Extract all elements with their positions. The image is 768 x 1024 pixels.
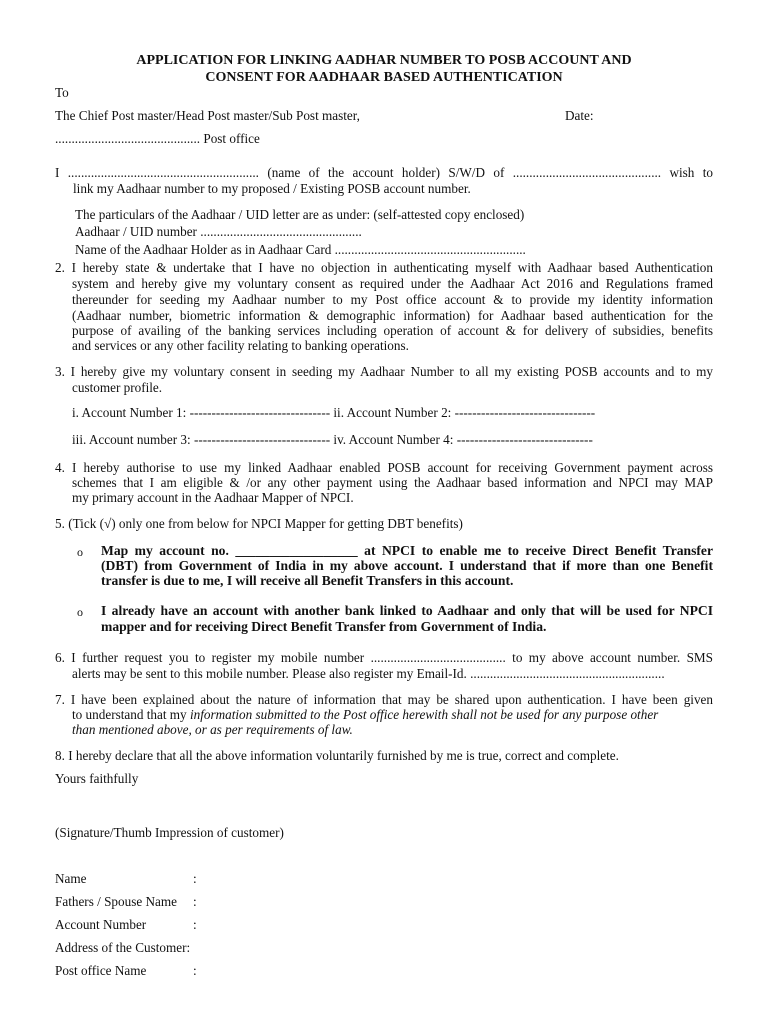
para4-line2: schemes that I am eligible & /or any other payment using the Aadhaar based information and NPCI may MAP <box>72 475 713 490</box>
para2-line: (Aadhaar number, biometric information & demographic information) for Aadhaar based authentication for the <box>72 308 713 323</box>
signature-label: (Signature/Thumb Impression of customer) <box>55 825 284 840</box>
option1-radio[interactable]: o <box>77 545 83 559</box>
post-office-name-colon: : <box>193 963 197 978</box>
form-title-line1: APPLICATION FOR LINKING AADHAR NUMBER TO POSB ACCOUNT AND <box>136 53 632 68</box>
account-number-label: Account Number <box>55 917 147 932</box>
account-number-colon: : <box>193 917 197 932</box>
name-field-label: Name <box>55 871 87 886</box>
para7-line1: 7. I have been explained about the nature of information that may be shared upon authentication. I have been given <box>55 692 713 707</box>
para2-line: and services or any other facility relating to banking operations. <box>72 338 409 353</box>
para4-line3: my primary account in the Aadhaar Mapper of NPCI. <box>72 490 354 505</box>
para2-line: purpose of availing of the banking services including operation of account & for delivery of subsidies, benefits <box>72 323 713 338</box>
post-office-name-label: Post office Name <box>55 963 147 978</box>
fathers-spouse-name-label: Fathers / Spouse Name <box>55 894 177 909</box>
form-title-line2: CONSENT FOR AADHAAR BASED AUTHENTICATION <box>205 70 563 85</box>
para3-line1: 3. I hereby give my voluntary consent in seeding my Aadhaar Number to all my existing POSB accounts and to my <box>55 364 713 379</box>
date-label: Date: <box>565 108 594 123</box>
option1-line: transfer is due to me, I will receive all Benefit Transfers in this account. <box>101 573 514 588</box>
addressee: The Chief Post master/Head Post master/Sub Post master, <box>55 108 360 123</box>
para7-line3: than mentioned above, or as per requirements of law. <box>72 722 353 737</box>
para2-line: system and hereby give my voluntary consent as required under the Aadhaar Act 2016 and Regulations framed <box>72 276 713 291</box>
para4-line1: 4. I hereby authorise to use my linked Aadhaar enabled POSB account for receiving Government payment across <box>55 460 713 475</box>
particulars-line: The particulars of the Aadhaar / UID letter are as under: (self-attested copy enclosed) <box>75 207 525 222</box>
para8: 8. I hereby declare that all the above information voluntarily furnished by me is true, correct and complete. <box>55 748 619 763</box>
option1-line: Map my account no. __________________ at NPCI to enable me to receive Direct Benefit Transfer <box>101 543 713 558</box>
para3-line2: customer profile. <box>72 380 163 395</box>
para1-line2: link my Aadhaar number to my proposed / Existing POSB account number. <box>73 181 471 196</box>
post-office-line: ............................................ Post office <box>55 131 260 146</box>
name-field-colon: : <box>193 871 197 886</box>
para7-line2 <box>72 707 658 723</box>
aadhaar-uid-number: Aadhaar / UID number ................................................. <box>75 224 362 239</box>
option2-line: mapper and for receiving Direct Benefit Transfer from Government of India. <box>101 619 547 634</box>
para2-line: thereunder for seeding my Aadhaar number to my Post office account & to provide my identity information <box>72 292 713 307</box>
option2-radio[interactable]: o <box>77 605 83 619</box>
para7-line2-italic: information submitted to the Post office herewith shall not be used for any purpose other <box>189 707 659 722</box>
option2-line: I already have an account with another bank linked to Aadhaar and only that will be used for NPCI <box>101 603 713 618</box>
para5-heading: 5. (Tick (√) only one from below for NPCI Mapper for getting DBT benefits) <box>55 516 463 531</box>
para6-line1: 6. I further request you to register my mobile number ......................................... to my above account number. SMS <box>55 650 713 665</box>
fathers-spouse-name-colon: : <box>193 894 197 909</box>
aadhaar-holder-name: Name of the Aadhaar Holder as in Aadhaar Card .......................................................... <box>75 242 526 257</box>
para7-line2-plain: to understand that my <box>72 707 190 722</box>
to-label: To <box>55 85 69 100</box>
para1-line1: I .......................................................... (name of the account holder) S/W/D of ............................................. wish to <box>55 165 713 180</box>
closing: Yours faithfully <box>55 771 139 786</box>
account-numbers-row2: iii. Account number 3: ------------------------------- iv. Account Number 4: ------------------------------- <box>72 432 593 447</box>
customer-address-label: Address of the Customer: <box>55 940 191 955</box>
account-numbers-row1: i. Account Number 1: -------------------------------- ii. Account Number 2: -------------------------------- <box>72 405 596 420</box>
para2-line: 2. I hereby state & undertake that I have no objection in authenticating myself with Aadhaar based Authentication <box>55 260 713 275</box>
option1-line: (DBT) from Government of India in my above account. I understand that if more than one Benefit <box>101 558 713 573</box>
para6-line2: alerts may be sent to this mobile number. Please also register my Email-Id. ........................................................... <box>72 666 665 681</box>
